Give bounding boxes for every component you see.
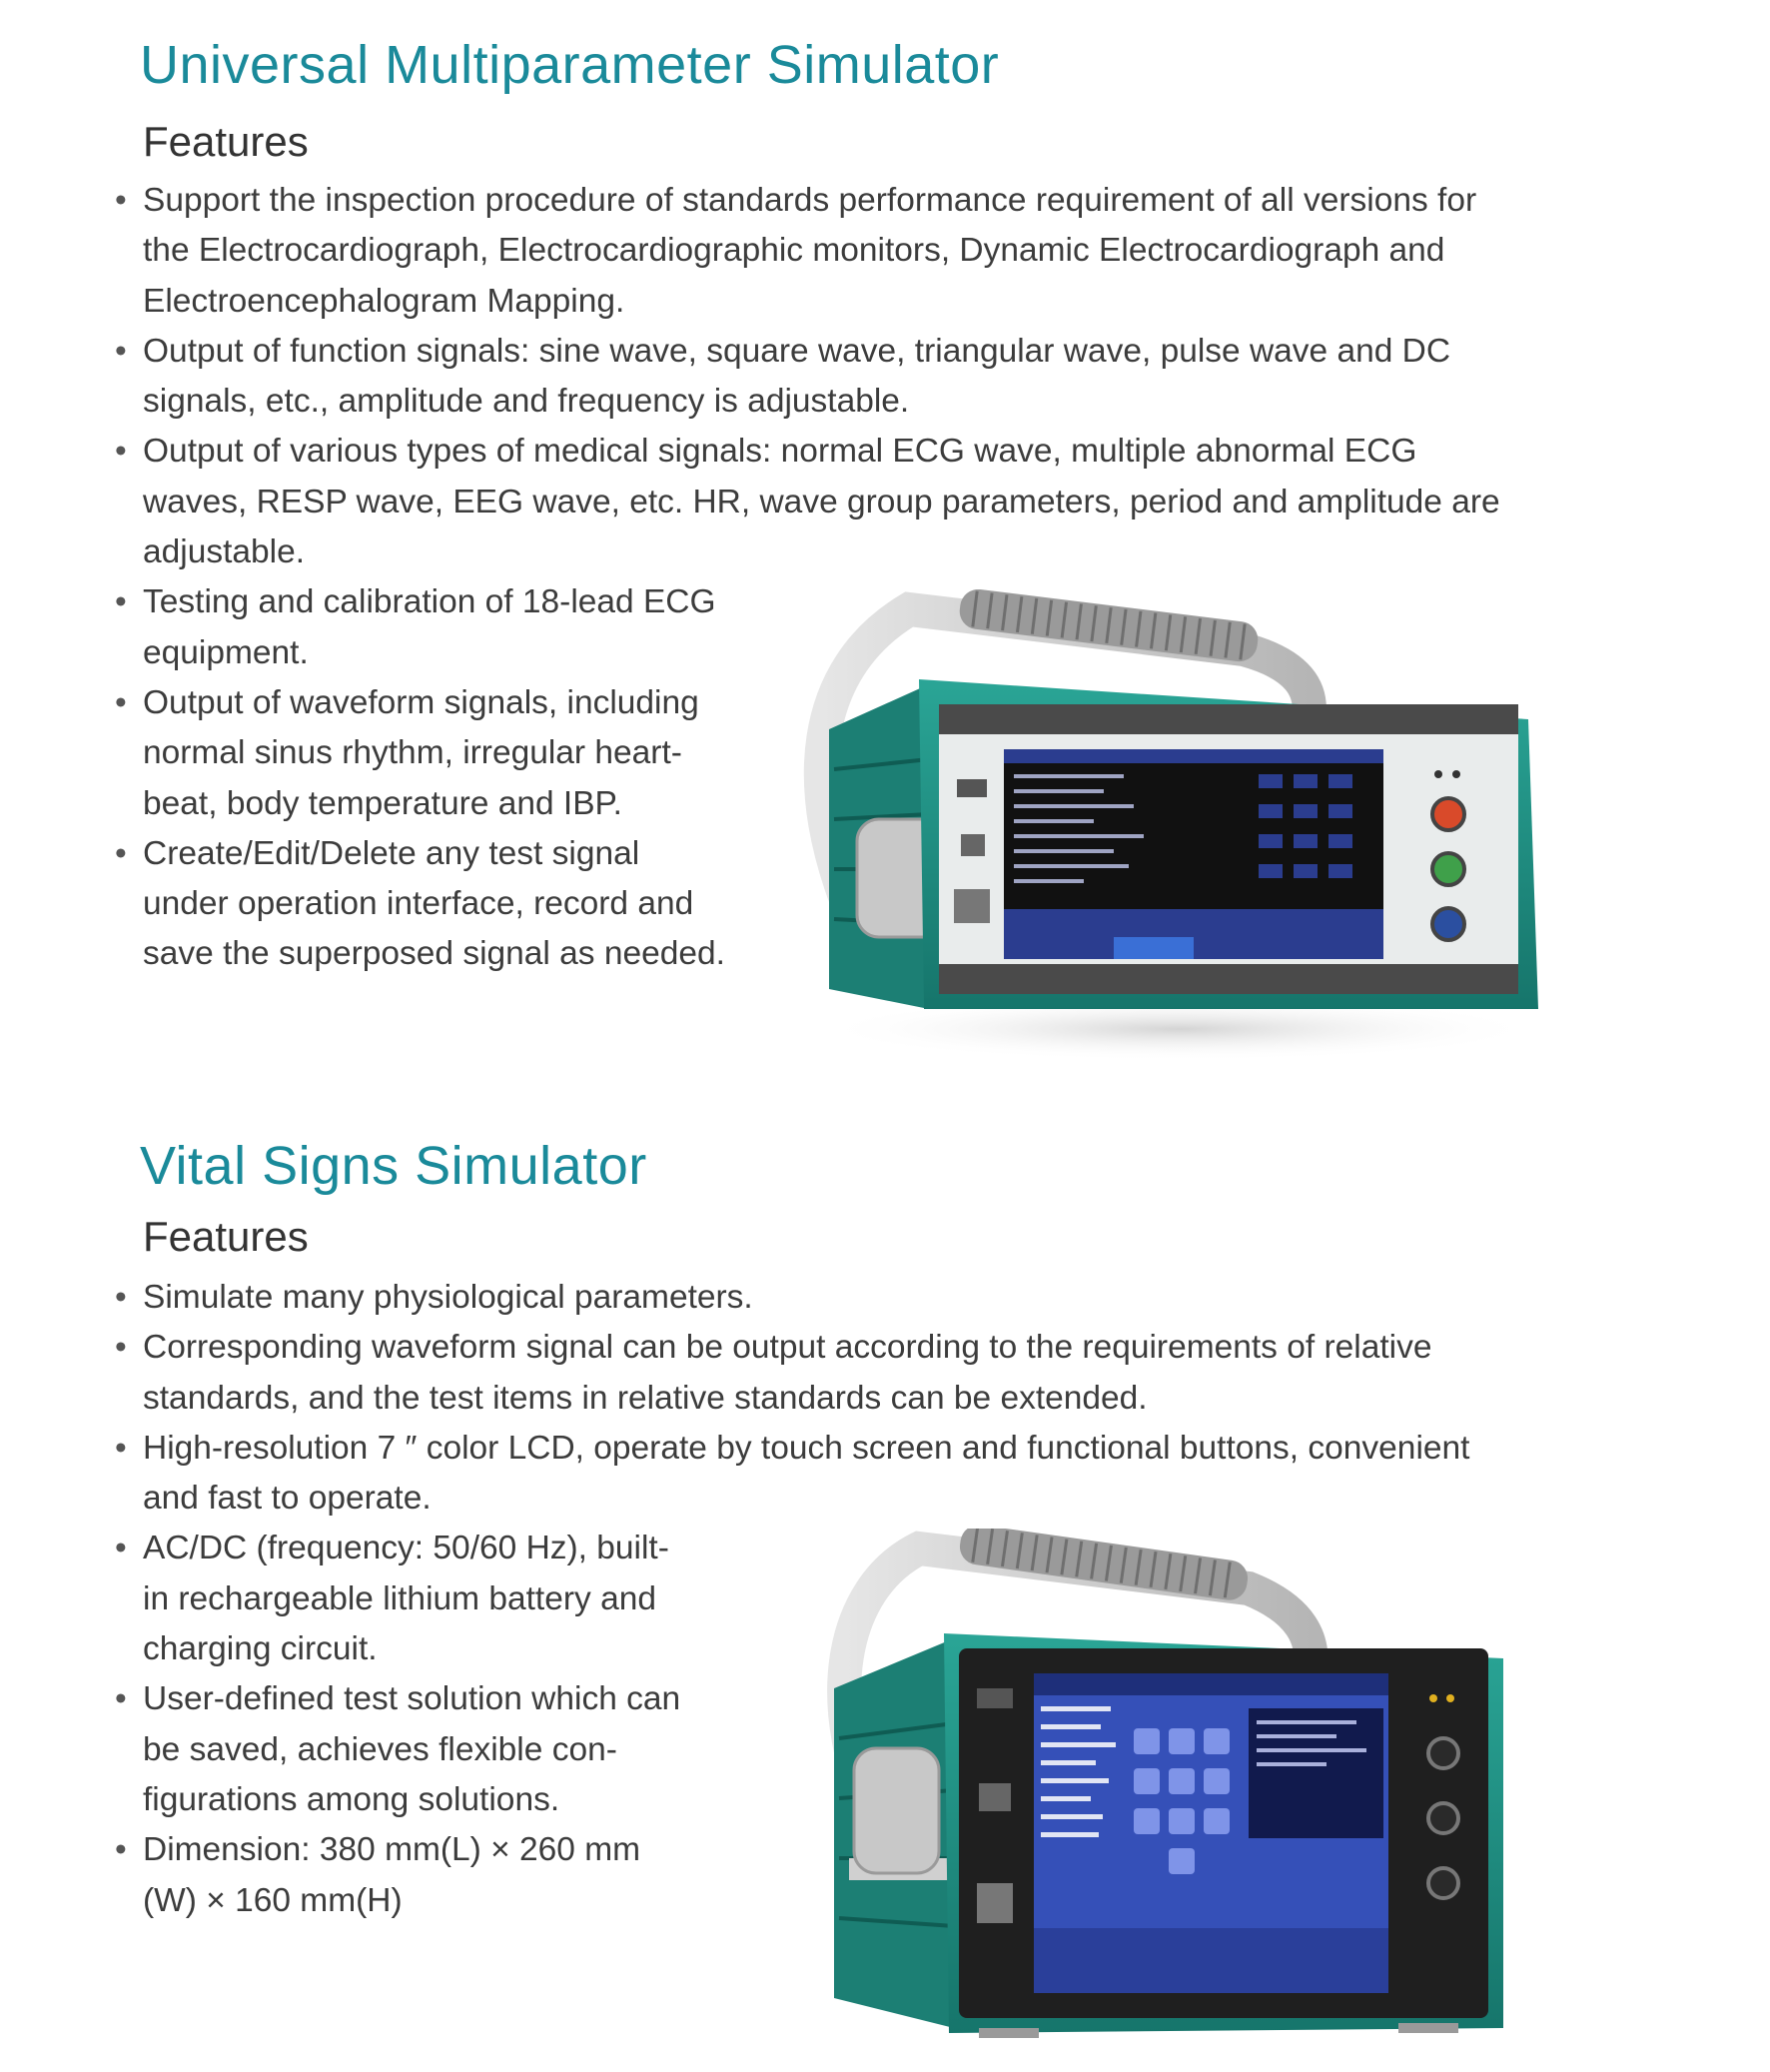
vital-signs-simulator-device-image: [779, 1529, 1558, 2048]
feature-item: • Testing and calibration of 18-lead ECG equipment.: [143, 577, 732, 678]
features-heading: Features: [143, 1213, 309, 1260]
multiparameter-simulator-device-image: [739, 589, 1558, 1059]
feature-item: • Support the inspection procedure of standards performance requirement of all versions for the Electrocardiograph, Electrocardiographic monitors, Dynamic Electrocardiograph and Electroencephalogram Mapping.: [143, 176, 1521, 327]
blue-button[interactable]: [1432, 908, 1464, 940]
feature-item: • AC/DC (frequency: 50/60 Hz), built-in rechargeable lithium battery and charging circuit.: [143, 1524, 687, 1674]
feature-item: • Dimension: 380 mm(L) × 260 mm (W) × 160 mm(H): [143, 1825, 687, 1926]
red-button[interactable]: [1432, 798, 1464, 830]
section-title: Universal Multiparameter Simulator: [140, 35, 1000, 95]
function-button-3[interactable]: [1428, 1868, 1458, 1898]
section-title: Vital Signs Simulator: [140, 1136, 647, 1196]
feature-item: • Output of various types of medical signals: normal ECG wave, multiple abnormal ECG waves, RESP wave, EEG wave, etc. HR, wave group parameters, period and amplitude are adjustable.: [143, 427, 1521, 577]
feature-item: • High-resolution 7 ″ color LCD, operate by touch screen and functional buttons, convenient and fast to operate.: [143, 1424, 1521, 1525]
green-button[interactable]: [1432, 853, 1464, 885]
function-button-1[interactable]: [1428, 1738, 1458, 1768]
feature-item: • Output of function signals: sine wave, square wave, triangular wave, pulse wave and DC signals, etc., amplitude and frequency is adjustable.: [143, 327, 1521, 428]
feature-item: • Output of waveform signals, including normal sinus rhythm, irregular heart-beat, body temperature and IBP.: [143, 678, 732, 829]
handle-grip: [958, 589, 1261, 663]
feature-item: • User-defined test solution which can be saved, achieves flexible con-figurations among solutions.: [143, 1674, 687, 1825]
feature-item: • Simulate many physiological parameters.: [143, 1273, 1521, 1323]
handle-grip: [958, 1529, 1251, 1602]
features-heading: Features: [143, 118, 309, 165]
function-button-2[interactable]: [1428, 1803, 1458, 1833]
feature-item: • Create/Edit/Delete any test signal under operation interface, record and save the superposed signal as needed.: [143, 829, 732, 980]
feature-item: • Corresponding waveform signal can be output according to the requirements of relative standards, and the test items in relative standards can be extended.: [143, 1323, 1521, 1424]
